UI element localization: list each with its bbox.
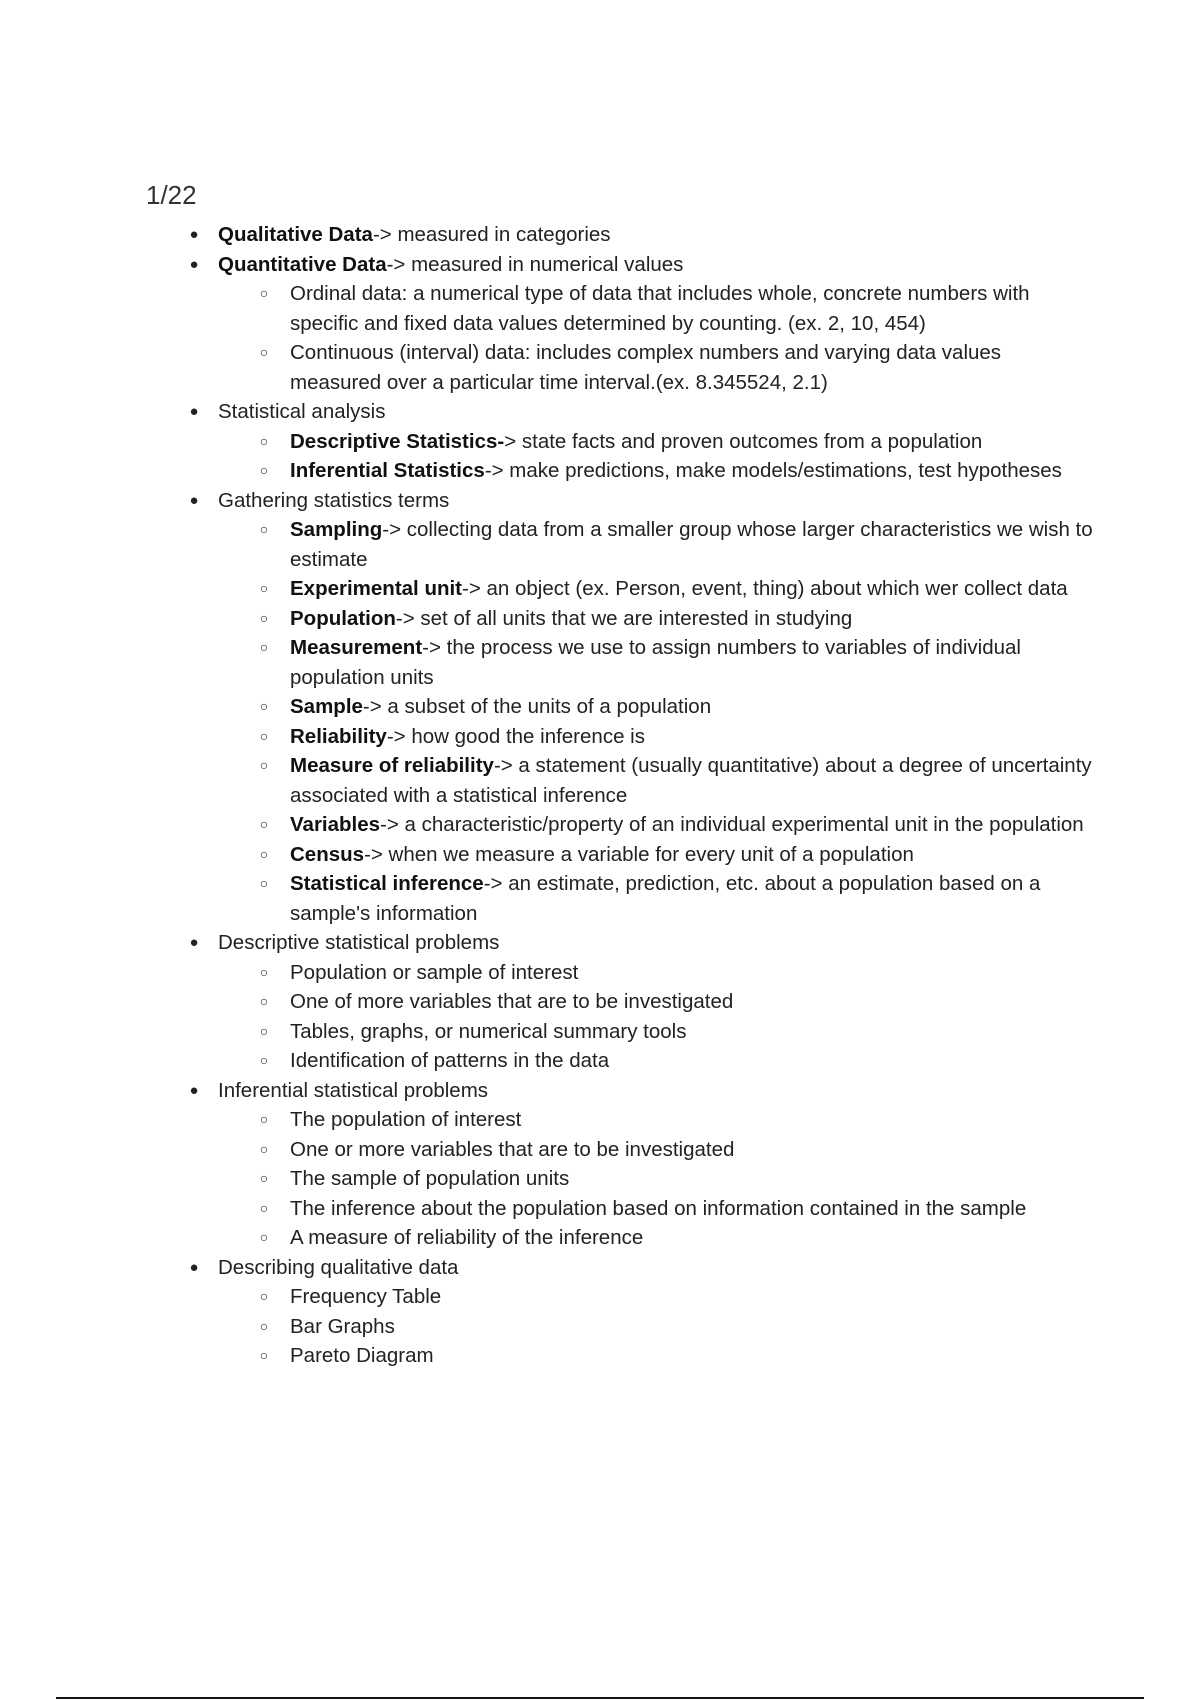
definition-quantitative-data: -> measured in numerical values bbox=[386, 252, 684, 276]
top-level-list bbox=[146, 220, 1096, 1371]
hollow-bullet-icon: ○ bbox=[259, 1229, 269, 1245]
definition-qualitative-data: -> measured in categories bbox=[372, 223, 611, 246]
sub-item-census bbox=[146, 840, 1096, 870]
definition: -> a statement (usually quantitative) about a degree of uncertainty associated with a statistical inference bbox=[290, 754, 1092, 807]
definition: -> how good the inference is bbox=[386, 724, 645, 748]
sub-item-text: Bar Graphs bbox=[290, 1314, 395, 1338]
hollow-bullet-icon: ○ bbox=[259, 521, 269, 537]
term: Experimental unit bbox=[290, 577, 463, 600]
section-label: Gathering statistics terms bbox=[218, 488, 450, 512]
hollow-bullet-icon: ○ bbox=[259, 1140, 269, 1157]
hollow-bullet-icon: ○ bbox=[259, 727, 269, 744]
sub-list-quantitative bbox=[218, 279, 1096, 397]
definition: -> an object (ex. Person, event, thing) about which wer collect data bbox=[462, 577, 1068, 600]
section-label: Statistical analysis bbox=[218, 400, 386, 423]
hollow-bullet-icon: ○ bbox=[259, 1288, 269, 1304]
sub-item-statistical-inference bbox=[146, 869, 1096, 928]
hollow-bullet-icon: ○ bbox=[259, 344, 269, 360]
sub-item bbox=[146, 1017, 1096, 1047]
sub-item-text: The population of interest bbox=[290, 1108, 522, 1131]
term-qualitative-data: Qualitative Data bbox=[218, 223, 373, 246]
sub-item-text: Ordinal data: a numerical type of data that includes whole, concrete numbers with specific and fixed data values determined by counting. (ex. 2, 10, 454) bbox=[290, 282, 1030, 335]
definition: -> a subset of the units of a population bbox=[362, 695, 712, 718]
sub-item-text: The inference about the population based on information contained in the sample bbox=[290, 1196, 1027, 1220]
sub-item-ordinal-data bbox=[146, 279, 1096, 338]
hollow-bullet-icon: ○ bbox=[259, 1347, 269, 1363]
hollow-bullet-icon: ○ bbox=[259, 1317, 269, 1334]
sub-item bbox=[146, 1105, 1096, 1135]
sub-item-descriptive-statistics bbox=[146, 427, 1096, 457]
definition: -> a characteristic/property of an individual experimental unit in the population bbox=[380, 813, 1084, 836]
hollow-bullet-icon: ○ bbox=[259, 580, 269, 596]
term: Inferential Statistics bbox=[290, 459, 485, 482]
section-label: Describing qualitative data bbox=[218, 1255, 459, 1279]
sub-item-inferential-statistics bbox=[146, 456, 1096, 486]
hollow-bullet-icon: ○ bbox=[259, 698, 269, 714]
sub-list-describing-qualitative bbox=[218, 1282, 1096, 1371]
definition: -> an estimate, prediction, etc. about a population based on a sample's information bbox=[290, 872, 1041, 925]
definition: > state facts and proven outcomes from a population bbox=[504, 429, 983, 453]
filled-bullet-icon: ● bbox=[189, 934, 199, 951]
sub-item bbox=[146, 1164, 1096, 1194]
definition: -> make predictions, make models/estimations, test hypotheses bbox=[484, 459, 1062, 482]
page-bottom-divider bbox=[56, 1697, 1144, 1699]
hollow-bullet-icon: ○ bbox=[259, 462, 269, 478]
sub-list-gathering bbox=[218, 515, 1096, 928]
hollow-bullet-icon: ○ bbox=[259, 1111, 269, 1127]
sub-item-measure-of-reliability bbox=[146, 751, 1096, 810]
sub-item bbox=[146, 1341, 1096, 1371]
list-item-statistical-analysis bbox=[146, 397, 1096, 486]
sub-item bbox=[146, 1282, 1096, 1312]
filled-bullet-icon: ● bbox=[189, 491, 199, 509]
page-date: 1/22 bbox=[146, 180, 197, 210]
definition: -> the process we use to assign numbers to variables of individual population units bbox=[290, 636, 1021, 689]
filled-bullet-icon: ● bbox=[189, 1258, 199, 1276]
sub-item bbox=[146, 958, 1096, 988]
term: Variables bbox=[290, 813, 381, 836]
sub-item bbox=[146, 1223, 1096, 1253]
sub-item-variables bbox=[146, 810, 1096, 840]
sub-item-text: One of more variables that are to be investigated bbox=[290, 990, 734, 1013]
sub-item-continuous-data bbox=[146, 338, 1096, 397]
filled-bullet-icon: ● bbox=[189, 226, 199, 243]
hollow-bullet-icon: ○ bbox=[259, 1022, 269, 1039]
hollow-bullet-icon: ○ bbox=[259, 845, 269, 862]
hollow-bullet-icon: ○ bbox=[259, 285, 269, 301]
filled-bullet-icon: ● bbox=[189, 403, 199, 420]
filled-bullet-icon: ● bbox=[189, 255, 199, 273]
hollow-bullet-icon: ○ bbox=[259, 757, 269, 773]
hollow-bullet-icon: ○ bbox=[259, 1170, 269, 1186]
hollow-bullet-icon: ○ bbox=[259, 639, 269, 655]
sub-item-text: One or more variables that are to be investigated bbox=[290, 1137, 735, 1161]
filled-bullet-icon: ● bbox=[189, 1081, 199, 1099]
sub-item-population bbox=[146, 604, 1096, 634]
sub-item bbox=[146, 1046, 1096, 1076]
term: Statistical inference bbox=[290, 872, 484, 895]
sub-item bbox=[146, 1135, 1096, 1165]
hollow-bullet-icon: ○ bbox=[259, 1052, 269, 1068]
hollow-bullet-icon: ○ bbox=[259, 609, 269, 626]
definition: -> set of all units that we are interested in studying bbox=[395, 606, 853, 630]
sub-item-reliability bbox=[146, 722, 1096, 752]
definition: -> when we measure a variable for every unit of a population bbox=[364, 842, 914, 866]
sub-item-text: Continuous (interval) data: includes complex numbers and varying data values measured over a particular time interval.(ex. 8.345524, 2.1) bbox=[290, 341, 1002, 394]
section-label: Inferential statistical problems bbox=[218, 1078, 489, 1102]
section-label: Descriptive statistical problems bbox=[218, 931, 500, 954]
notes-content bbox=[146, 220, 1096, 1371]
sub-item-text: Population or sample of interest bbox=[290, 960, 579, 984]
definition: -> collecting data from a smaller group whose larger characteristics we wish to estimate bbox=[290, 518, 1093, 571]
sub-item-experimental-unit bbox=[146, 574, 1096, 604]
sub-item-text: Pareto Diagram bbox=[290, 1344, 434, 1367]
hollow-bullet-icon: ○ bbox=[259, 993, 269, 1009]
sub-item-sampling bbox=[146, 515, 1096, 574]
sub-item-text: Identification of patterns in the data bbox=[290, 1049, 610, 1072]
hollow-bullet-icon: ○ bbox=[259, 816, 269, 832]
sub-item-text: A measure of reliability of the inference bbox=[290, 1226, 644, 1249]
sub-item-text: Tables, graphs, or numerical summary tools bbox=[290, 1019, 687, 1043]
list-item-qualitative-data bbox=[146, 220, 1096, 250]
sub-list-inferential-problems bbox=[218, 1105, 1096, 1253]
sub-item bbox=[146, 1194, 1096, 1224]
sub-item bbox=[146, 987, 1096, 1017]
term: Census bbox=[290, 842, 365, 866]
sub-item-sample bbox=[146, 692, 1096, 722]
term: Descriptive Statistics- bbox=[290, 429, 505, 453]
list-item-quantitative-data bbox=[146, 250, 1096, 398]
sub-item-text: Frequency Table bbox=[290, 1285, 442, 1308]
sub-item bbox=[146, 1312, 1096, 1342]
term: Sampling bbox=[290, 518, 383, 541]
term: Sample bbox=[290, 695, 363, 718]
term: Population bbox=[290, 606, 396, 630]
list-item-describing-qualitative-data bbox=[146, 1253, 1096, 1371]
hollow-bullet-icon: ○ bbox=[259, 875, 269, 891]
term-quantitative-data: Quantitative Data bbox=[218, 252, 387, 276]
term: Measurement bbox=[290, 636, 423, 659]
list-item-descriptive-statistical-problems bbox=[146, 928, 1096, 1076]
term: Reliability bbox=[290, 724, 387, 748]
sub-item-text: The sample of population units bbox=[290, 1167, 570, 1190]
sub-item-measurement bbox=[146, 633, 1096, 692]
sub-list-descriptive-problems bbox=[218, 958, 1096, 1076]
hollow-bullet-icon: ○ bbox=[259, 432, 269, 449]
hollow-bullet-icon: ○ bbox=[259, 1199, 269, 1216]
hollow-bullet-icon: ○ bbox=[259, 963, 269, 980]
list-item-inferential-statistical-problems bbox=[146, 1076, 1096, 1253]
term: Measure of reliability bbox=[290, 754, 494, 777]
sub-list-statistical-analysis bbox=[218, 427, 1096, 486]
list-item-gathering-statistics-terms bbox=[146, 486, 1096, 929]
